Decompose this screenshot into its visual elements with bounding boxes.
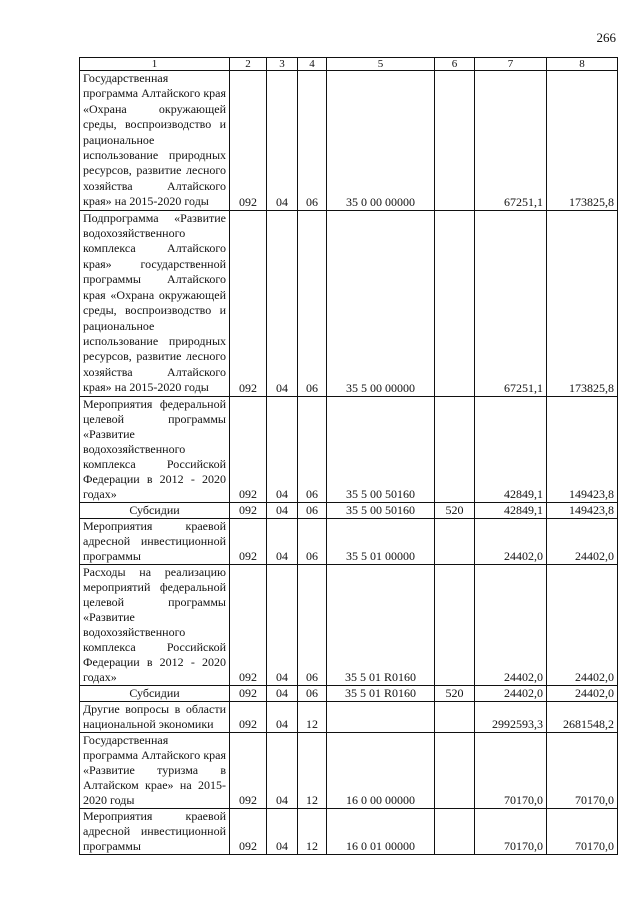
- cell-subsection: 12: [298, 701, 327, 732]
- cell-section: 04: [267, 701, 298, 732]
- cell-amount-2020: 24402,0: [547, 564, 618, 685]
- cell-subsection: 06: [298, 396, 327, 502]
- column-header: 7: [475, 58, 547, 71]
- cell-ministry-code: 092: [230, 564, 267, 685]
- cell-ministry-code: 092: [230, 502, 267, 518]
- table-row: [80, 502, 618, 518]
- cell-ministry-code: 092: [230, 210, 267, 396]
- cell-amount-2019: 67251,1: [475, 210, 547, 396]
- cell-ministry-code: 092: [230, 808, 267, 854]
- cell-subsection: 12: [298, 808, 327, 854]
- page-number: 266: [596, 30, 616, 45]
- cell-target-article: 16 0 01 00000: [327, 808, 435, 854]
- table-row: [80, 808, 618, 854]
- budget-table: [79, 57, 618, 855]
- cell-amount-2020: 2681548,2: [547, 701, 618, 732]
- cell-subsection: 06: [298, 210, 327, 396]
- cell-amount-2020: 173825,8: [547, 71, 618, 211]
- table-row: [80, 71, 618, 211]
- cell-amount-2020: 149423,8: [547, 396, 618, 502]
- cell-expense-type: [435, 518, 475, 564]
- row-name: Государственная программа Алтайского края «Охрана окружающей среды, воспроизводство и рациональное использование природных ресурсов, развитие лесного хозяйства Алтайского края» на 2015-2020 годы: [80, 71, 230, 211]
- cell-expense-type: [435, 701, 475, 732]
- cell-section: 04: [267, 808, 298, 854]
- cell-amount-2020: 24402,0: [547, 685, 618, 701]
- cell-subsection: 06: [298, 518, 327, 564]
- column-header: 5: [327, 58, 435, 71]
- cell-ministry-code: 092: [230, 701, 267, 732]
- row-name: Субсидии: [80, 502, 230, 518]
- cell-amount-2019: 24402,0: [475, 518, 547, 564]
- cell-section: 04: [267, 564, 298, 685]
- table-row: [80, 396, 618, 502]
- cell-expense-type: [435, 808, 475, 854]
- cell-section: 04: [267, 732, 298, 808]
- cell-subsection: 06: [298, 564, 327, 685]
- row-name: Другие вопросы в области национальной экономики: [80, 701, 230, 732]
- cell-expense-type: 520: [435, 502, 475, 518]
- cell-expense-type: [435, 396, 475, 502]
- cell-subsection: 06: [298, 685, 327, 701]
- column-header: 3: [267, 58, 298, 71]
- cell-amount-2019: 70170,0: [475, 808, 547, 854]
- row-name: Мероприятия краевой адресной инвестиционной программы: [80, 518, 230, 564]
- cell-amount-2020: 149423,8: [547, 502, 618, 518]
- cell-target-article: [327, 701, 435, 732]
- cell-section: 04: [267, 518, 298, 564]
- table-row: [80, 518, 618, 564]
- cell-section: 04: [267, 502, 298, 518]
- table-row: [80, 701, 618, 732]
- cell-ministry-code: 092: [230, 518, 267, 564]
- cell-target-article: 35 0 00 00000: [327, 71, 435, 211]
- table-row: [80, 564, 618, 685]
- cell-section: 04: [267, 71, 298, 211]
- cell-amount-2020: 70170,0: [547, 808, 618, 854]
- row-name: Мероприятия краевой адресной инвестиционной программы: [80, 808, 230, 854]
- cell-amount-2019: 24402,0: [475, 685, 547, 701]
- row-name: Субсидии: [80, 685, 230, 701]
- table-row: [80, 685, 618, 701]
- cell-section: 04: [267, 396, 298, 502]
- cell-section: 04: [267, 685, 298, 701]
- column-header: 8: [547, 58, 618, 71]
- cell-expense-type: [435, 564, 475, 685]
- cell-ministry-code: 092: [230, 396, 267, 502]
- row-name: Подпрограмма «Развитие водохозяйственного комплекса Алтайского края» государственной программы Алтайского края «Охрана окружающей среды, воспроизводство и рациональное использование природных ресурсов, развитие лесного хозяйства Алтайского края» на 2015-2020 годы: [80, 210, 230, 396]
- column-header: 2: [230, 58, 267, 71]
- cell-target-article: 35 5 01 R0160: [327, 685, 435, 701]
- cell-expense-type: 520: [435, 685, 475, 701]
- cell-amount-2020: 70170,0: [547, 732, 618, 808]
- cell-subsection: 06: [298, 502, 327, 518]
- cell-expense-type: [435, 71, 475, 211]
- column-header: 4: [298, 58, 327, 71]
- cell-expense-type: [435, 210, 475, 396]
- cell-expense-type: [435, 732, 475, 808]
- table-row: [80, 210, 618, 396]
- cell-ministry-code: 092: [230, 685, 267, 701]
- cell-subsection: 12: [298, 732, 327, 808]
- cell-amount-2019: 42849,1: [475, 502, 547, 518]
- row-name: Мероприятия федеральной целевой программы «Развитие водохозяйственного комплекса Российской Федерации в 2012 - 2020 годах»: [80, 396, 230, 502]
- column-header: 1: [80, 58, 230, 71]
- cell-section: 04: [267, 210, 298, 396]
- cell-target-article: 35 5 01 00000: [327, 518, 435, 564]
- cell-ministry-code: 092: [230, 71, 267, 211]
- cell-amount-2019: 70170,0: [475, 732, 547, 808]
- cell-subsection: 06: [298, 71, 327, 211]
- cell-target-article: 16 0 00 00000: [327, 732, 435, 808]
- cell-amount-2019: 2992593,3: [475, 701, 547, 732]
- row-name: Расходы на реализацию мероприятий федеральной целевой программы «Развитие водохозяйственного комплекса Российской Федерации в 2012 - 2020 годах»: [80, 564, 230, 685]
- column-number-row: [80, 58, 618, 71]
- cell-amount-2020: 24402,0: [547, 518, 618, 564]
- column-header: 6: [435, 58, 475, 71]
- cell-target-article: 35 5 00 50160: [327, 396, 435, 502]
- row-name: Государственная программа Алтайского края «Развитие туризма в Алтайском крае» на 2015-2020 годы: [80, 732, 230, 808]
- cell-target-article: 35 5 00 50160: [327, 502, 435, 518]
- cell-target-article: 35 5 01 R0160: [327, 564, 435, 685]
- table-row: [80, 732, 618, 808]
- cell-target-article: 35 5 00 00000: [327, 210, 435, 396]
- cell-amount-2019: 67251,1: [475, 71, 547, 211]
- cell-amount-2019: 24402,0: [475, 564, 547, 685]
- cell-ministry-code: 092: [230, 732, 267, 808]
- cell-amount-2019: 42849,1: [475, 396, 547, 502]
- cell-amount-2020: 173825,8: [547, 210, 618, 396]
